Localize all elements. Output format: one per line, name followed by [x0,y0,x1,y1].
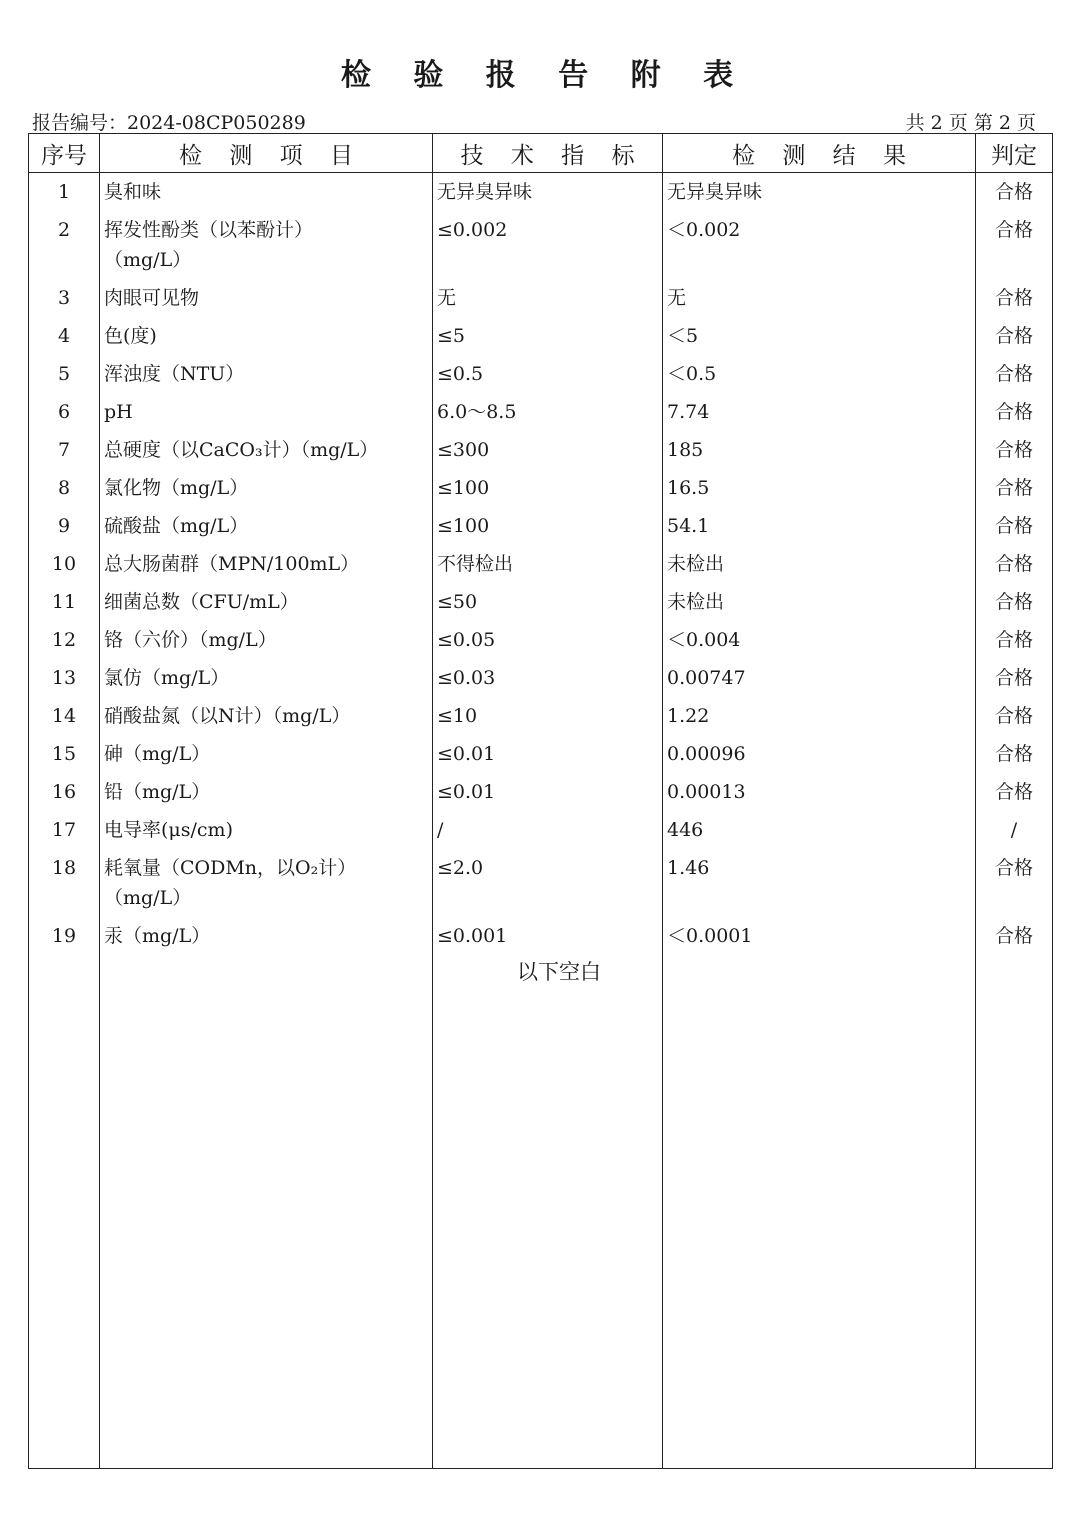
report-number: 报告编号：2024-08CP050289 [32,112,306,134]
test-item [100,917,433,955]
blank-filler-row [29,955,1053,1469]
table-row [29,811,1053,849]
conclusion-text: 合格 [994,401,1033,423]
test-result [663,393,976,431]
conclusion [976,545,1053,583]
test-item-text: 氯化物（mg/L） [104,477,249,499]
conclusion [976,431,1053,469]
row-number [29,279,100,317]
test-result-text: 0.00096 [667,743,746,765]
row-number [29,393,100,431]
technical-spec [433,431,663,469]
row-number [29,545,100,583]
test-result [663,917,976,955]
technical-spec [433,317,663,355]
technical-spec-text: 6.0～8.5 [437,401,517,423]
row-number [29,317,100,355]
technical-spec-text: ≤0.002 [437,219,508,241]
table-row [29,279,1053,317]
technical-spec [433,735,663,773]
test-item [100,393,433,431]
test-result [663,355,976,393]
test-result-text: ＜5 [667,325,699,347]
technical-spec [433,849,663,917]
conclusion-text: 合格 [994,287,1033,309]
test-result-text: ＜0.0001 [667,925,753,947]
technical-spec [433,621,663,659]
technical-spec [433,659,663,697]
test-item-text: 臭和味 [104,181,162,203]
table-row [29,545,1053,583]
table-row [29,659,1053,697]
technical-spec [433,393,663,431]
row-number-text: 4 [57,325,71,347]
conclusion [976,317,1053,355]
test-item [100,621,433,659]
technical-spec [433,173,663,212]
test-item-text: 铬（六价）（mg/L） [104,629,277,651]
test-item-text: 肉眼可见物 [104,287,200,309]
row-number-text: 11 [51,591,77,613]
row-number [29,583,100,621]
test-item-text: 铅（mg/L） [104,781,211,803]
technical-spec-text: ≤5 [437,325,466,347]
test-result-text: 54.1 [667,515,710,537]
column-header-seq: 序号 [29,134,100,173]
test-result [663,279,976,317]
test-result [663,697,976,735]
conclusion [976,621,1053,659]
technical-spec-text: ≤2.0 [437,857,484,879]
test-result [663,317,976,355]
table-row [29,393,1053,431]
row-number-text: 8 [57,477,71,499]
technical-spec [433,279,663,317]
row-number-text: 12 [51,629,77,651]
technical-spec-text: ≤0.001 [437,925,508,947]
technical-spec-text: ≤100 [437,515,490,537]
row-number [29,917,100,955]
test-result-text: 1.46 [667,857,710,879]
technical-spec-text: ≤0.01 [437,743,496,765]
test-item [100,507,433,545]
row-number [29,849,100,917]
test-item [100,545,433,583]
test-item [100,317,433,355]
technical-spec-text: 无异臭异味 [437,181,533,203]
technical-spec-text: ≤0.5 [437,363,484,385]
test-result [663,849,976,917]
test-result-text: 446 [667,819,704,841]
table-row [29,507,1053,545]
test-result-text: 无 [667,287,687,309]
conclusion [976,355,1053,393]
test-result [663,659,976,697]
table-row [29,173,1053,212]
test-result-text: 0.00747 [667,667,746,689]
test-item [100,773,433,811]
test-result-text: ＜0.5 [667,363,717,385]
conclusion-text: 合格 [994,629,1033,651]
test-result [663,211,976,279]
table-row [29,317,1053,355]
test-item [100,279,433,317]
test-item-text: 硝酸盐氮（以N计）（mg/L） [104,705,351,727]
blank-cell [976,955,1053,1469]
row-number [29,621,100,659]
test-result [663,173,976,212]
blank-cell [433,955,976,1469]
table-row [29,621,1053,659]
test-item-text: 氯仿（mg/L） [104,667,230,689]
page-title: 检 验 报 告 附 表 [340,58,750,93]
row-number-text: 6 [57,401,71,423]
conclusion [976,393,1053,431]
test-item-text: 耗氧量（CODMn，以O₂计） [104,857,357,879]
row-number-text: 18 [51,857,77,879]
test-item-text: 硫酸盐（mg/L） [104,515,249,537]
technical-spec [433,211,663,279]
row-number [29,431,100,469]
technical-spec-text: ≤300 [437,439,490,461]
test-result [663,583,976,621]
test-item-text: 细菌总数（CFU/mL） [104,591,299,613]
conclusion-text: 合格 [994,781,1033,803]
row-number [29,811,100,849]
test-result [663,545,976,583]
row-number [29,355,100,393]
technical-spec-text: ≤0.03 [437,667,496,689]
test-item [100,583,433,621]
test-item-text: 挥发性酚类（以苯酚计） [104,219,314,241]
column-divider [662,955,663,1468]
conclusion-text: 合格 [994,515,1033,537]
test-result-text: 1.22 [667,705,710,727]
table-row [29,773,1053,811]
technical-spec [433,469,663,507]
test-item [100,469,433,507]
test-item [100,811,433,849]
conclusion [976,735,1053,773]
report-table [28,133,1053,1469]
column-header-spec: 技 术 指 标 [433,134,663,173]
technical-spec [433,773,663,811]
conclusion [976,849,1053,917]
test-result [663,773,976,811]
row-number-text: 7 [57,439,71,461]
test-result-text: ＜0.004 [667,629,741,651]
test-result-text: 未检出 [667,591,725,613]
row-number [29,469,100,507]
test-item [100,697,433,735]
test-item-text: 砷（mg/L） [104,743,211,765]
conclusion-text: 合格 [994,181,1033,203]
table-body [29,173,1053,1469]
blank-cell [29,955,100,1469]
row-number-text: 2 [57,219,71,241]
test-item [100,659,433,697]
conclusion-text: 合格 [994,553,1033,575]
table-row [29,355,1053,393]
row-number-text: 17 [51,819,77,841]
row-number [29,173,100,212]
technical-spec-text: 无 [437,287,457,309]
row-number-text: 1 [57,181,71,203]
table-row [29,211,1053,279]
test-result-text: 7.74 [667,401,710,423]
table-row [29,735,1053,773]
test-item-unit: （mg/L） [104,249,192,271]
row-number [29,507,100,545]
conclusion [976,773,1053,811]
technical-spec [433,507,663,545]
row-number [29,735,100,773]
technical-spec-text: ≤0.05 [437,629,496,651]
table-row [29,431,1053,469]
page-info: 共 2 页 第 2 页 [905,112,1036,134]
conclusion [976,469,1053,507]
blank-note-wrapper [433,957,663,987]
conclusion [976,279,1053,317]
row-number-text: 10 [51,553,77,575]
technical-spec-text: 不得检出 [437,553,514,575]
table-header-row [29,134,1053,173]
technical-spec-text: / [437,819,444,841]
conclusion-text: / [1010,819,1018,841]
conclusion [976,811,1053,849]
conclusion [976,583,1053,621]
technical-spec [433,355,663,393]
conclusion [976,917,1053,955]
blank-note: 以下空白 [517,960,601,984]
conclusion [976,211,1053,279]
conclusion [976,659,1053,697]
technical-spec-text: ≤100 [437,477,490,499]
conclusion-text: 合格 [994,477,1033,499]
conclusion-text: 合格 [994,591,1033,613]
row-number [29,697,100,735]
conclusion [976,507,1053,545]
test-item [100,431,433,469]
technical-spec-text: ≤0.01 [437,781,496,803]
technical-spec [433,697,663,735]
conclusion-text: 合格 [994,743,1033,765]
test-result-text: 185 [667,439,704,461]
row-number [29,211,100,279]
table-row [29,469,1053,507]
test-item-text: 总硬度（以CaCO₃计）（mg/L） [104,439,379,461]
test-result [663,469,976,507]
test-item [100,849,433,917]
conclusion-text: 合格 [994,705,1033,727]
test-result-text: 0.00013 [667,781,746,803]
test-item-text: 总大肠菌群（MPN/100mL） [104,553,360,575]
test-item [100,211,433,279]
test-item-text: 浑浊度（NTU） [104,363,245,385]
test-item [100,355,433,393]
test-item [100,735,433,773]
test-result-text: 未检出 [667,553,725,575]
conclusion-text: 合格 [994,667,1033,689]
table-row [29,849,1053,917]
conclusion-text: 合格 [994,925,1033,947]
row-number-text: 19 [51,925,77,947]
row-number-text: 3 [57,287,71,309]
conclusion [976,697,1053,735]
conclusion-text: 合格 [994,363,1033,385]
test-result [663,811,976,849]
test-item-text: 汞（mg/L） [104,925,211,947]
row-number-text: 14 [51,705,77,727]
test-item-unit: （mg/L） [104,887,192,909]
row-number-text: 16 [51,781,77,803]
technical-spec [433,811,663,849]
technical-spec [433,917,663,955]
table-row [29,697,1053,735]
test-result-text: 无异臭异味 [667,181,763,203]
test-item [100,173,433,212]
technical-spec [433,583,663,621]
row-number [29,773,100,811]
technical-spec-text: ≤10 [437,705,478,727]
blank-cell [100,955,433,1469]
row-number-text: 5 [57,363,71,385]
test-item-text: pH [104,401,133,423]
test-result-text: 16.5 [667,477,710,499]
conclusion-text: 合格 [994,219,1033,241]
row-number-text: 13 [51,667,77,689]
conclusion-text: 合格 [994,325,1033,347]
test-result [663,431,976,469]
conclusion-text: 合格 [994,439,1033,461]
test-result [663,735,976,773]
row-number-text: 9 [57,515,71,537]
technical-spec-text: ≤50 [437,591,478,613]
test-item-text: 色(度) [104,325,157,347]
conclusion-text: 合格 [994,857,1033,879]
test-result [663,507,976,545]
row-number-text: 15 [51,743,77,765]
technical-spec [433,545,663,583]
table-row [29,583,1053,621]
test-result [663,621,976,659]
table-row [29,917,1053,955]
column-header-item: 检 测 项 目 [100,134,433,173]
column-header-conclusion: 判定 [976,134,1053,173]
test-result-text: ＜0.002 [667,219,741,241]
test-item-text: 电导率(μs/cm) [104,819,233,841]
conclusion [976,173,1053,212]
column-header-result: 检 测 结 果 [663,134,976,173]
row-number [29,659,100,697]
